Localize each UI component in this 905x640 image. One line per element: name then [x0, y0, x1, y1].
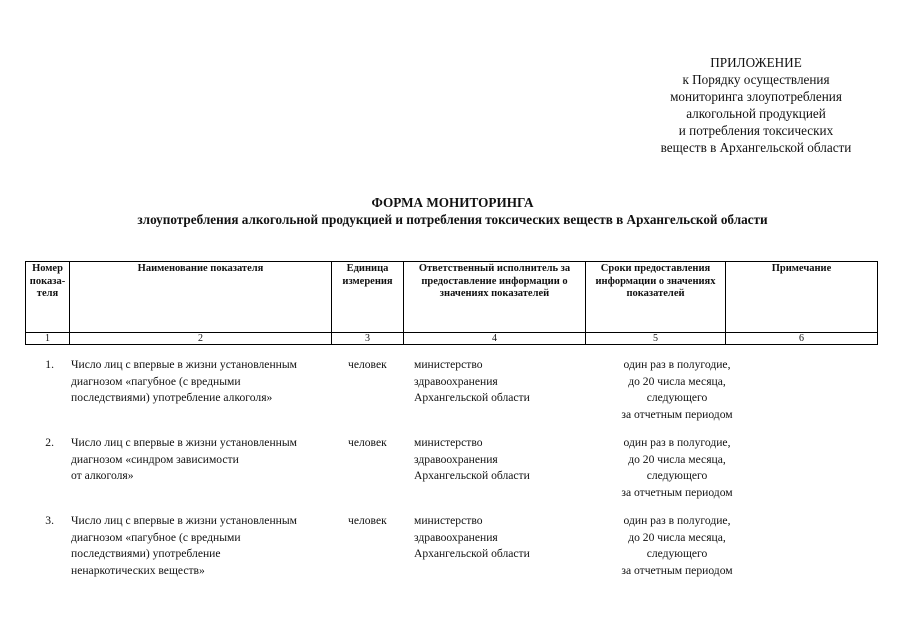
unit-value: человек: [348, 436, 387, 449]
executor-line: Архангельской области: [414, 469, 530, 482]
form-title: ФОРМА МОНИТОРИНГА: [371, 195, 534, 210]
unit-value: человек: [348, 358, 387, 371]
appendix-line: веществ в Архангельской области: [660, 140, 852, 155]
executor-line: здравоохранения: [414, 530, 498, 544]
form-subtitle: злоупотребления алкогольной продукцией и потребления токсических веществ в Архангельской области: [137, 212, 768, 227]
term-line: за отчетным периодом: [621, 563, 733, 577]
header-row: [26, 262, 878, 333]
appendix-line: ПРИЛОЖЕНИЕ: [710, 55, 802, 70]
term-line: за отчетным периодом: [621, 407, 733, 421]
term-line: один раз в полугодие,: [623, 358, 731, 371]
indicator-name: [71, 435, 351, 485]
indicator-name-line: Число лиц с впервые в жизни установленным: [71, 358, 297, 371]
row-number: 3.: [45, 514, 54, 527]
term-line: следующего: [646, 391, 708, 404]
column-number: 4: [404, 333, 586, 345]
header-table: [25, 261, 878, 345]
column-number: 1: [26, 333, 70, 345]
column-number: 6: [726, 333, 878, 345]
executor-line: министерство: [414, 436, 483, 449]
indicator-name-line: Число лиц с впервые в жизни установленным: [71, 514, 297, 527]
appendix-line: мониторинга злоупотребления: [670, 89, 842, 104]
executor-line: министерство: [414, 358, 483, 371]
executor-line: Архангельской области: [414, 547, 530, 560]
term-value: [583, 357, 771, 423]
indicator-name-line: Число лиц с впервые в жизни установленным: [71, 436, 297, 449]
indicator-name-line: диагнозом «пагубное (с вредными: [71, 530, 241, 544]
header-cell-executor: Ответственный исполнитель за предоставление информации о значениях показателей: [404, 262, 586, 333]
header-cell-unit: Единица измерения: [332, 262, 404, 333]
column-number: 3: [332, 333, 404, 345]
column-number: 2: [70, 333, 332, 345]
unit-value: человек: [348, 514, 387, 527]
executor-line: Архангельской области: [414, 391, 530, 404]
row-number: 2.: [45, 436, 54, 449]
appendix-line: алкогольной продукцией: [686, 106, 826, 121]
term-line: до 20 числа месяца,: [628, 530, 726, 544]
executor-line: здравоохранения: [414, 374, 498, 388]
term-value: [583, 435, 771, 501]
appendix-block: [640, 54, 872, 156]
indicator-name-line: диагнозом «синдром зависимости: [71, 452, 239, 466]
header-cell-term: Сроки предоставления информации о значениях показателей: [586, 262, 726, 333]
executor-line: здравоохранения: [414, 452, 498, 466]
column-number-row: [26, 333, 878, 345]
column-number: 5: [586, 333, 726, 345]
term-line: следующего: [646, 469, 708, 482]
header-cell-number: Номер показа-теля: [26, 262, 70, 333]
appendix-line: и потребления токсических: [678, 123, 834, 138]
indicator-name-line: последствиями) употребление алкоголя»: [71, 391, 273, 404]
indicator-name-line: диагнозом «пагубное (с вредными: [71, 374, 241, 388]
executor-value: [414, 435, 594, 485]
executor-value: [414, 513, 594, 563]
appendix-line: к Порядку осуществления: [682, 72, 830, 87]
indicator-name: [71, 513, 351, 579]
term-line: за отчетным периодом: [621, 485, 733, 499]
term-line: следующего: [646, 547, 708, 560]
term-value: [583, 513, 771, 579]
header-cell-note: Примечание: [726, 262, 878, 333]
term-line: до 20 числа месяца,: [628, 374, 726, 388]
indicator-name-line: ненаркотических веществ»: [71, 563, 205, 577]
row-number: 1.: [45, 358, 54, 371]
indicator-name-line: от алкоголя»: [71, 469, 134, 482]
term-line: один раз в полугодие,: [623, 514, 731, 527]
header-cell-name: Наименование показателя: [70, 262, 332, 333]
executor-line: министерство: [414, 514, 483, 527]
term-line: до 20 числа месяца,: [628, 452, 726, 466]
executor-value: [414, 357, 594, 407]
indicator-name-line: последствиями) употребление: [71, 547, 221, 560]
term-line: один раз в полугодие,: [623, 436, 731, 449]
indicator-name: [71, 357, 351, 407]
